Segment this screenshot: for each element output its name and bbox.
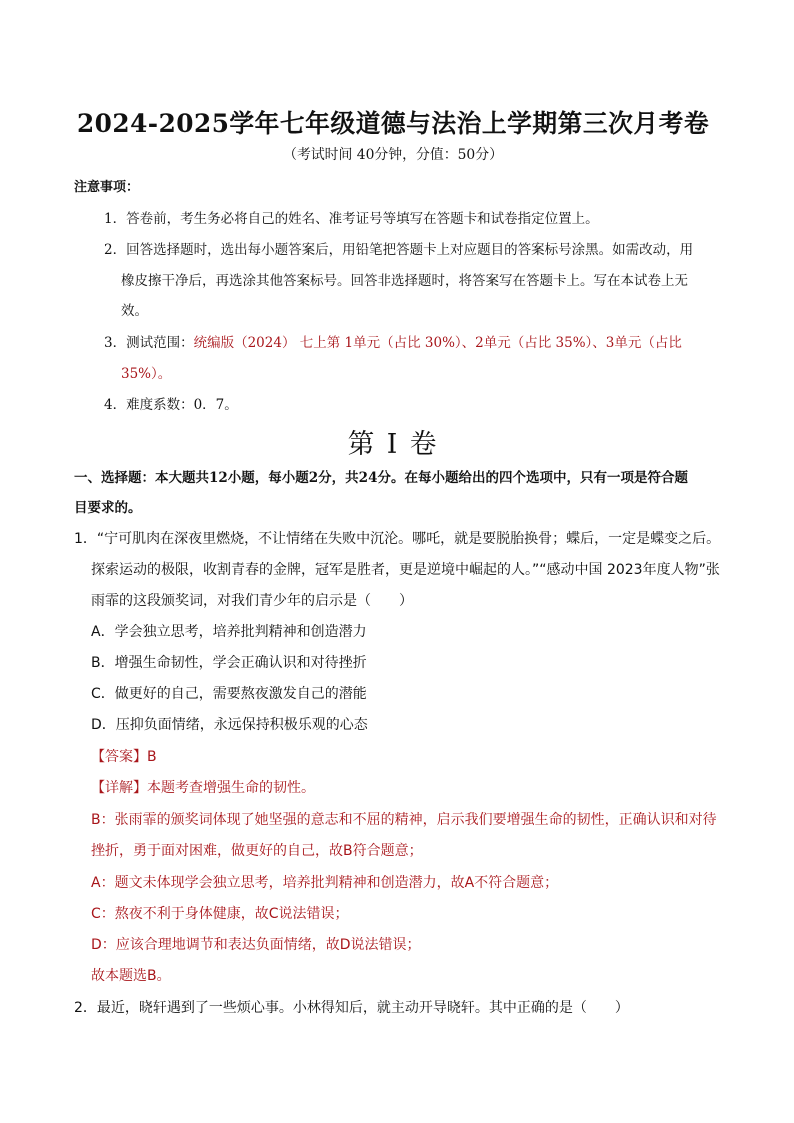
question-1-explanation-c: C：熬夜不利于身体健康，故C说法错误； <box>91 906 349 922</box>
question-1-conclusion: 故本题选B。 <box>91 968 171 984</box>
notice-item-3 <box>104 331 682 351</box>
exam-info: （考试时间 40分钟，分值：50分） <box>283 147 503 163</box>
notice-item-4: 4．难度系数：0．7。 <box>104 397 238 413</box>
question-1-explanation-b-line-2: 挫折，勇于面对困难，做更好的自己，故B符合题意； <box>91 843 423 859</box>
notice-item-2-line-3: 效。 <box>121 303 148 319</box>
page-title: 2024-2025学年七年级道德与法治上学期第三次月考卷 <box>76 109 710 138</box>
notice-heading: 注意事项： <box>74 180 140 195</box>
question-1-explanation-a: A：题文未体现学会独立思考，培养批判精神和创造潜力，故A不符合题意； <box>91 875 559 891</box>
notice-item-1: 1．答卷前，考生务必将自己的姓名、准考证号等填写在答题卡和试卷指定位置上。 <box>104 211 599 227</box>
question-1-stem-line-3: 雨霏的这段颁奖词，对我们青少年的启示是（ ） <box>91 593 413 609</box>
notice-item-3-prefix: 3．测试范围： <box>104 335 194 351</box>
question-1-option-a: A．学会独立思考，培养批判精神和创造潜力 <box>91 624 367 640</box>
question-1-explanation-d: D：应该合理地调节和表达负面情绪，故D说法错误； <box>91 937 421 953</box>
question-1-answer: 【答案】B <box>91 749 157 765</box>
test-scope: 统编版（2024） 七上第 1单元（占比 30%）、2单元（占比 35%）、3单元（占比 <box>193 335 682 351</box>
question-1-option-d: D．压抑负面情绪，永远保持积极乐观的心态 <box>91 717 368 733</box>
question-1-explanation-b-line-1: B：张雨霏的颁奖词体现了她坚强的意志和不屈的精神，启示我们要增强生命的韧性，正确认识和对待 <box>91 812 717 828</box>
test-scope-line-2: 35%）。 <box>121 366 172 382</box>
question-1-stem-line-2: 探索运动的极限，收割青春的金牌，冠军是胜者，更是逆境中崛起的人。”“感动中国 2023年度人物”张 <box>91 562 720 578</box>
question-1-option-b: B．增强生命韧性，学会正确认识和对待挫折 <box>91 655 367 671</box>
section-instruction-line-1: 一、选择题：本大题共12小题，每小题2分，共24分。在每小题给出的四个选项中，只有一项是符合题 <box>74 470 688 486</box>
question-1-detail: 【详解】本题考查增强生命的韧性。 <box>91 780 315 796</box>
section-title: 第 I 卷 <box>347 429 439 460</box>
section-instruction-line-2: 目要求的。 <box>74 500 142 516</box>
question-2-stem-line-1: 2．最近，晓轩遇到了一些烦心事。小林得知后，就主动开导晓轩。其中正确的是（ ） <box>74 1000 629 1016</box>
notice-item-2-line-2: 橡皮擦干净后，再选涂其他答案标号。回答非选择题时，将答案写在答题卡上。写在本试卷上无 <box>121 273 688 289</box>
question-1-stem-line-1: 1．“宁可肌肉在深夜里燃烧，不让情绪在失败中沉沦。哪吒，就是要脱胎换骨；蝶后，一定是蝶变之后。 <box>74 531 721 547</box>
question-1-option-c: C．做更好的自己，需要熬夜激发自己的潜能 <box>91 686 367 702</box>
notice-item-2-line-1: 2．回答选择题时，选出每小题答案后，用铅笔把答题卡上对应题目的答案标号涂黑。如需改动，用 <box>104 242 694 258</box>
